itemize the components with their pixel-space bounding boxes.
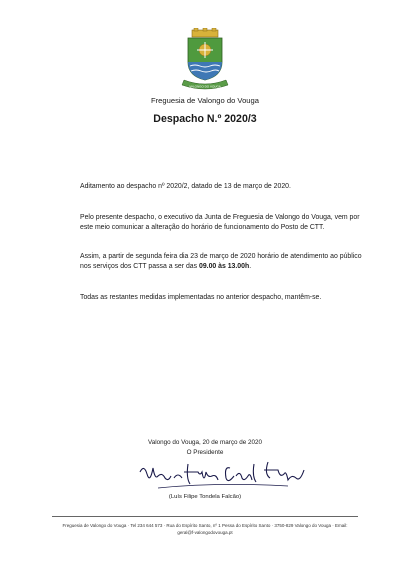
schedule-hours: 09.00 às 13.00h bbox=[198, 262, 250, 270]
document-title: Despacho N.º 2020/3 bbox=[153, 113, 257, 125]
signature-place-date: Valongo do Vouga, 20 de março de 2020 bbox=[147, 439, 263, 446]
parish-crest-icon bbox=[178, 28, 232, 92]
paragraph-addendum: Aditamento ao despacho nº 2020/2, datado de 13 de março de 2020. bbox=[80, 183, 291, 190]
footer-line-2: geral@f-valongodovouga.pt bbox=[177, 530, 233, 535]
footer-line-1: Freguesia de Valongo do Vouga · Tel 234 644 573 · Rua do Espírito Santo, nº 1 Pessa do Espírito Santo · 3750-829 Valongo do Vouga · Email: bbox=[62, 523, 348, 528]
parish-name: Freguesia de Valongo do Vouga bbox=[151, 96, 259, 105]
footer-contact bbox=[40, 522, 370, 536]
paragraph-schedule bbox=[80, 252, 370, 271]
crest-banner-text: VALONGO DO VOUGA bbox=[189, 84, 221, 89]
handwritten-signature bbox=[138, 458, 306, 494]
paragraph-remaining-measures: Todas as restantes medidas implementadas no anterior despacho, mantêm-se. bbox=[80, 294, 322, 301]
signature-role: O Presidente bbox=[186, 449, 224, 456]
signatory-name: (Luís Filipe Tondela Falcão) bbox=[168, 494, 242, 500]
paragraph-notice: Pelo presente despacho, o executivo da Junta de Freguesia de Valongo do Vouga, vem por este meio comunicar a alteração do horário de funcionamento do Posto de CTT. bbox=[80, 214, 360, 231]
schedule-end: . bbox=[249, 262, 252, 270]
footer-divider bbox=[52, 516, 358, 517]
schedule-text: Assim, a partir de segunda feira dia 23 de março de 2020 horário de atendimento ao público nos serviços dos CTT passa a ser das bbox=[80, 253, 362, 270]
